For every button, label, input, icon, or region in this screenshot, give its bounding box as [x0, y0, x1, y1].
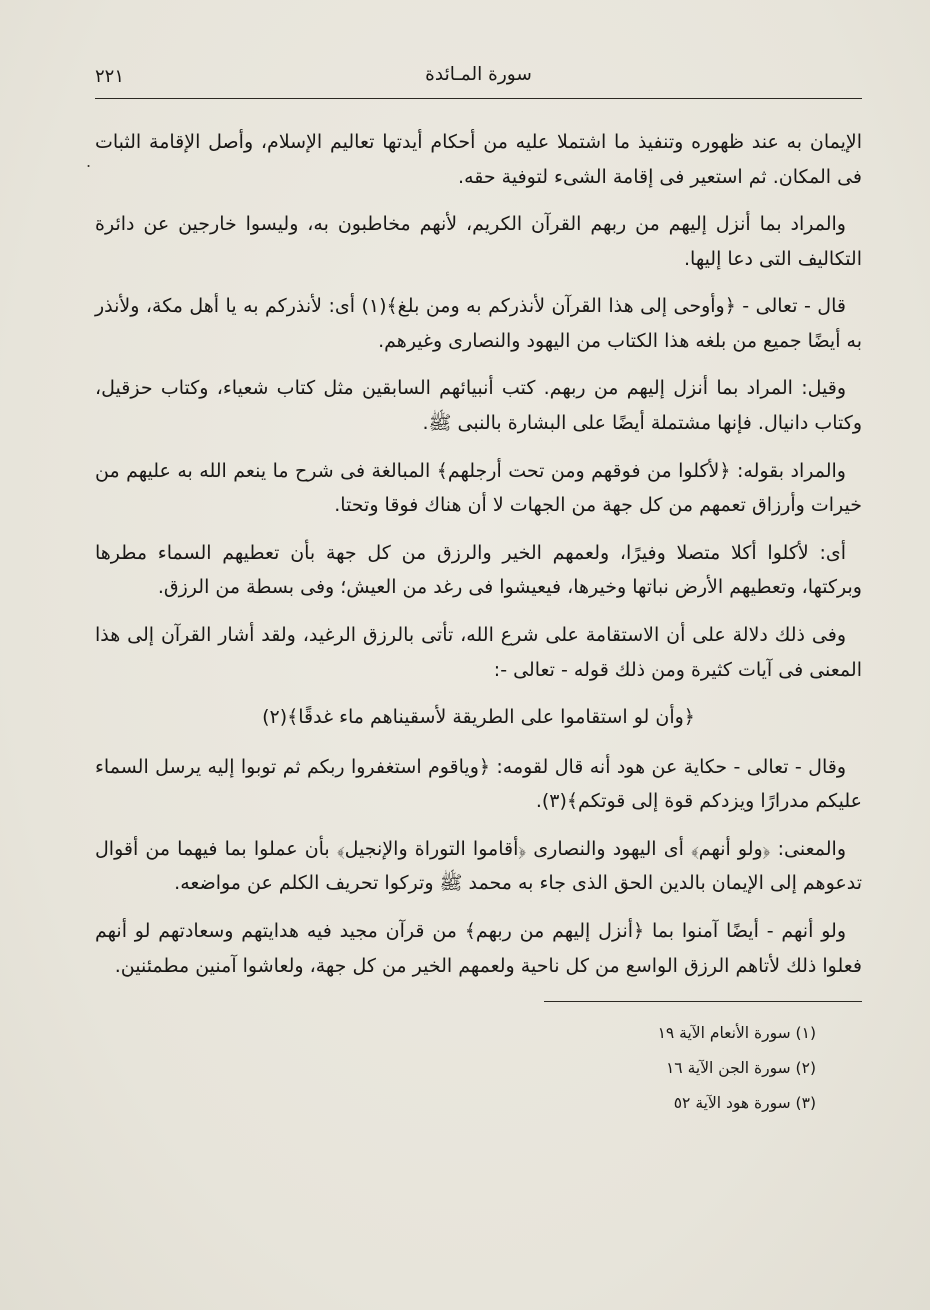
footnote-3: (٣) سورة هود الآية ٥٢ — [673, 1093, 816, 1112]
page-body — [95, 125, 862, 983]
footnotes-block — [95, 1016, 862, 1121]
footnote-2: (٢) سورة الجن الآية ١٦ — [665, 1059, 816, 1078]
paragraph-3: قال - تعالى - ﴿وأوحى إلى هذا القرآن لأنذركم به ومن بلغ﴾(١) أى: لأنذركم به يا أهل مكة، ولأنذر به أيضًا جميع من بلغه هذا الكتاب من اليهود والنصارى وغيرهم. — [95, 295, 862, 352]
paragraph-9: وقال - تعالى - حكاية عن هود أنه قال لقومه: ﴿وياقوم استغفروا ربكم ثم توبوا إليه يرسل السماء عليكم مدرارًا ويزدكم قوة إلى قوتكم﴾(٣). — [95, 755, 862, 813]
paragraph-2: والمراد بما أنزل إليهم من ربهم القرآن الكريم، لأنهم مخاطبون به، وليسوا خارجين عن دائرة التكاليف التى دعا إليها. — [95, 213, 862, 270]
paragraph-4: وقيل: المراد بما أنزل إليهم من ربهم. كتب أنبيائهم السابقين مثل كتاب شعياء، وكتاب حزقيل، وكتاب دانيال. فإنها مشتملة أيضًا على البشارة بالنبى ﷺ. — [95, 377, 862, 435]
page-header — [95, 62, 862, 96]
page-title: سورة المـائدة — [425, 64, 532, 85]
quran-verse-centered: ﴿وأن لو استقاموا على الطريقة لأسقيناهم ماء غدقًا﴾(٢) — [262, 706, 695, 729]
paragraph-7: وفى ذلك دلالة على أن الاستقامة على شرع الله، تأتى بالرزق الرغيد، ولقد أشار القرآن إلى هذا المعنى فى آيات كثيرة ومن ذلك قوله - تعالى -: — [95, 623, 862, 681]
paragraph-6: أى: لأكلوا أكلا متصلا وفيرًا، ولعمهم الخير والرزق من كل جهة بأن تعطيهم السماء مطرها وبركتها، وتعطيهم الأرض نباتها وخيرها، فيعيشوا فى رغد من العيش؛ وفى بسطة من الرزق. — [95, 541, 862, 599]
paragraph-5: والمراد بقوله: ﴿لأكلوا من فوقهم ومن تحت أرجلهم﴾ المبالغة فى شرح ما ينعم الله به عليهم من خيرات وأرزاق تعمهم من كل جهة من الجهات لا أن هناك فوقا وتحتا. — [95, 459, 862, 517]
paragraph-10: والمعنى: ﴿ولو أنهم﴾ أى اليهود والنصارى ﴿أقاموا التوراة والإنجيل﴾ بأن عملوا بما فيهما من أقوال تدعوهم إلى الإيمان بالدين الحق الذى جاء به محمد ﷺ وتركوا تحريف الكلم عن مواضعه. — [95, 837, 862, 895]
footnote-1: (١) سورة الأنعام الآية ١٩ — [657, 1024, 816, 1043]
paragraph-11: ولو أنهم - أيضًا آمنوا بما ﴿أنزل إليهم من ربهم﴾ من قرآن مجيد فيه هدايتهم وسعادتهم لو أنهم فعلوا ذلك لأتاهم الرزق الواسع من كل ناحية ولعمهم الخير من كل جهة، ولعاشوا آمنين مطمئنين. — [95, 919, 862, 977]
margin-mark: . — [86, 152, 92, 171]
header-rule — [95, 98, 862, 99]
paragraph-1: الإيمان به عند ظهوره وتنفيذ ما اشتملا عليه من أحكام أيدتها تعاليم الإسلام، وأصل الإقامة الثبات فى المكان. ثم استعير فى إقامة الشىء لتوفية حقه. — [95, 131, 862, 188]
footnote-separator — [544, 1001, 862, 1002]
page-number: ٢٢١ — [95, 66, 125, 87]
